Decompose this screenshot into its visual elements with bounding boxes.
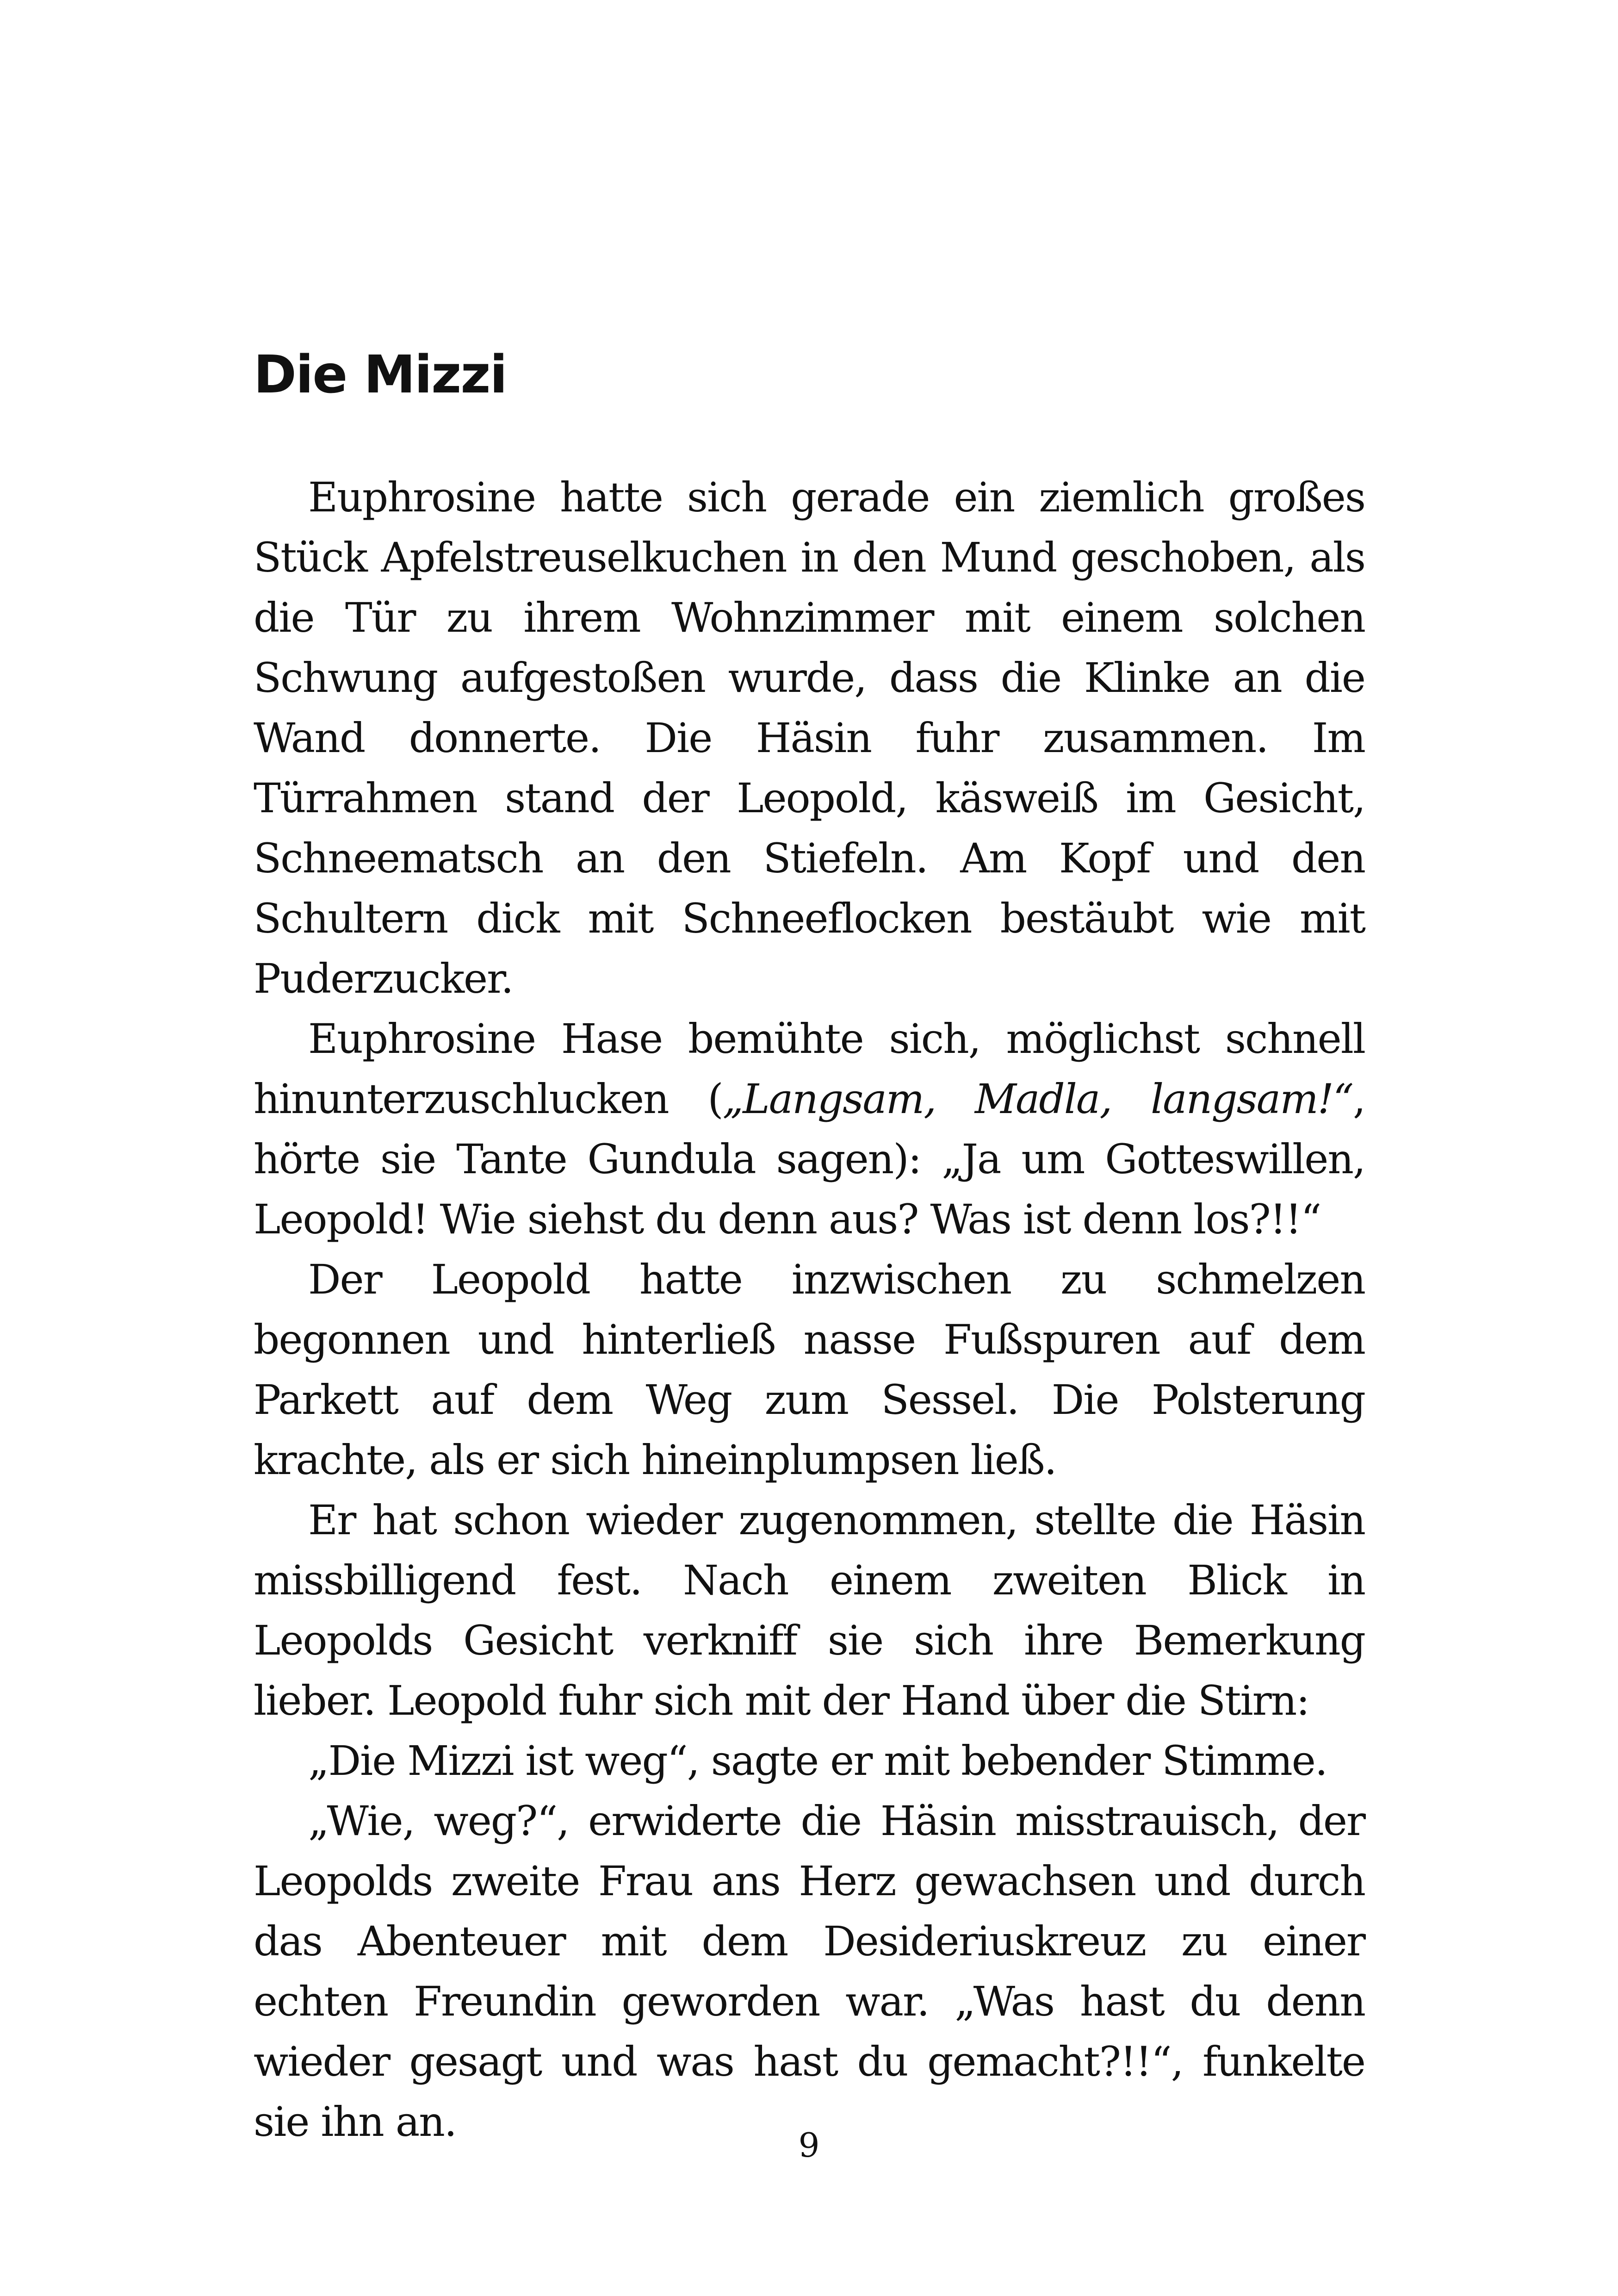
paragraph: Euphrosine hatte sich gerade ein ziemlich großes Stück Apfelstreuselkuchen in den Mund geschoben, als die Tür zu ihrem Wohnzimmer mit einem solchen Schwung aufgestoßen wurde, dass die Klinke an die Wand donnerte. Die Häsin fuhr zusammen. Im Türrahmen stand der Leopold, käsweiß im Gesicht, Schneematsch an den Stiefeln. Am Kopf und den Schultern dick mit Schneeflocken bestäubt wie mit Puderzucker. bbox=[254, 473, 1365, 1002]
chapter-body bbox=[254, 467, 1365, 2152]
paragraph: „Wie, weg?“, erwiderte die Häsin misstrauisch, der Leopolds zweite Frau ans Herz gewachsen und durch das Abenteuer mit dem Desideriuskreuz zu einer echten Freundin geworden war. „Was hast du denn wieder gesagt und was hast du gemacht?!!“, funkelte sie ihn an. bbox=[254, 1797, 1365, 2146]
page-number: 9 bbox=[798, 2126, 820, 2165]
paragraph: „Die Mizzi ist weg“, sagte er mit bebender Stimme. bbox=[308, 1737, 1327, 1785]
paragraph: Der Leopold hatte inzwischen zu schmelzen begonnen und hinterließ nasse Fußspuren auf dem Parkett auf dem Weg zum Sessel. Die Polsterung krachte, als er sich hineinplumpsen ließ. bbox=[254, 1256, 1365, 1484]
paragraph-text: , hörte sie Tante Gundula sagen): „Ja um Gotteswillen, Leopold! Wie siehst du denn aus? Was ist denn los?!!“ bbox=[254, 1075, 1365, 1243]
italic-quote: „Langsam, Madla, langsam!“ bbox=[722, 1075, 1353, 1123]
paragraph-text: Euphrosine Hase bemühte sich, möglichst schnell hinunterzuschlucken ( bbox=[254, 1015, 1365, 1123]
chapter-title: Die Mizzi bbox=[254, 345, 507, 405]
paragraph: Er hat schon wieder zugenommen, stellte die Häsin missbilligend fest. Nach einem zweiten Blick in Leopolds Gesicht verkniff sie sich ihre Bemerkung lieber. Leopold fuhr sich mit der Hand über die Stirn: bbox=[254, 1496, 1365, 1724]
paragraph bbox=[254, 1009, 1365, 1250]
